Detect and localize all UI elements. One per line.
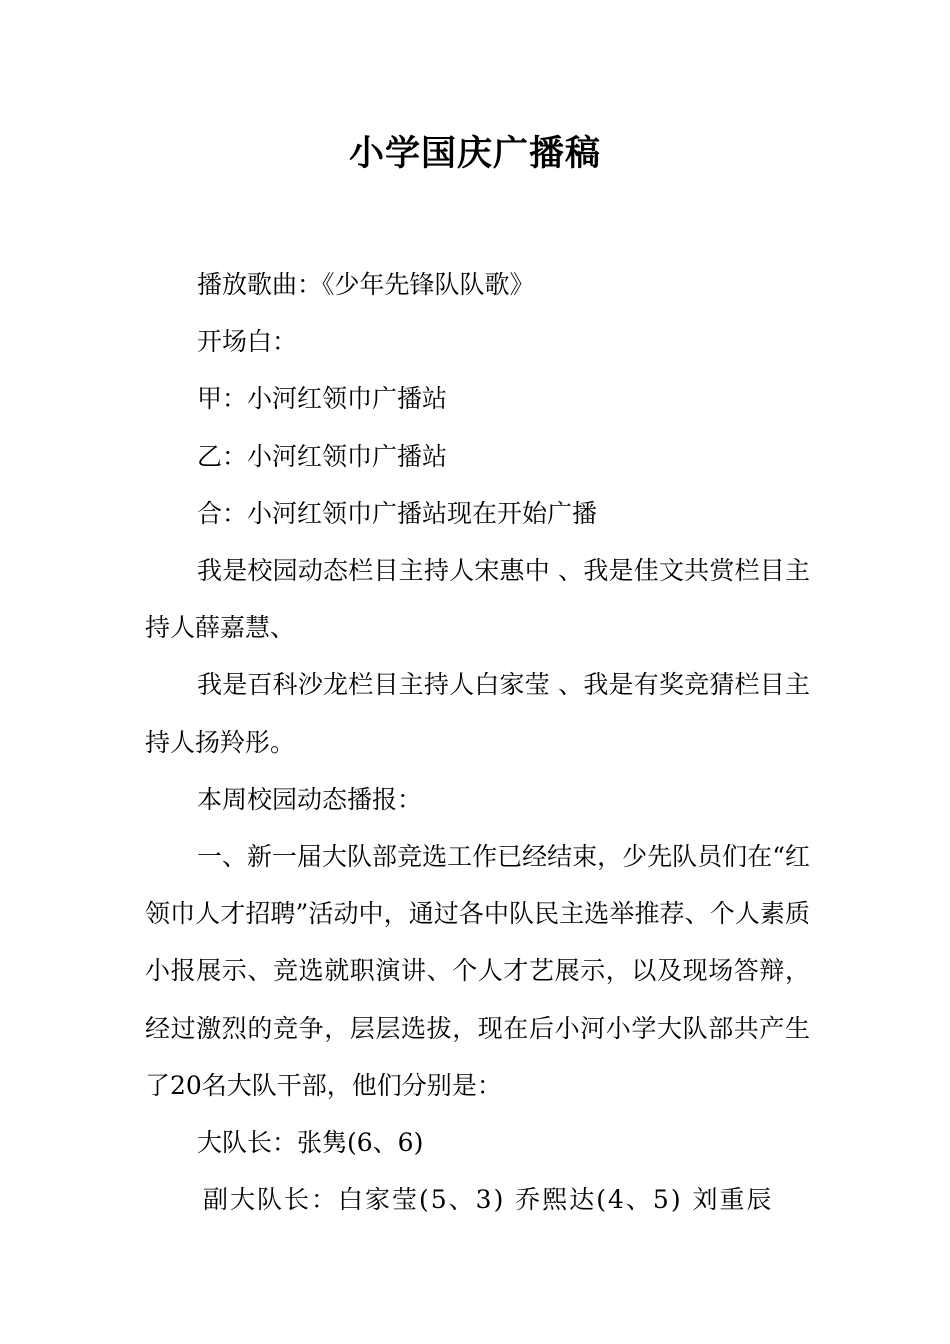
paragraph-song: 播放歌曲：《少年先锋队队歌》 <box>197 270 535 299</box>
paragraph-together: 合：小河红领巾广播站现在开始广播 <box>197 498 598 528</box>
paragraph-campus-news-heading: 本周校园动态播报： <box>197 784 423 814</box>
paragraph-opening: 开场白： <box>197 327 298 357</box>
paragraph-captain: 大队长：张隽(6、6) <box>197 1128 424 1158</box>
paragraph-hosts-2: 我是百科沙龙栏目主持人白家莹 、我是有奖竞猜栏目主持人扬羚彤。 <box>145 670 810 757</box>
paragraph-election-news: 一、新一届大队部竞选工作已经结束，少先队员们在“红领巾人才招聘”活动中，通过各中队民主选举推荐、个人素质小报展示、竞选就职演讲、个人才艺展示，以及现场答辩，经过激烈的竞争，层层选拔，现在后小河小学大队部共产生了20名大队干部，他们分别是： <box>145 842 810 1100</box>
paragraph-hosts-1: 我是校园动态栏目主持人宋惠中 、我是佳文共赏栏目主持人薛嘉慧、 <box>145 556 810 643</box>
paragraph-speaker-a: 甲：小河红领巾广播站 <box>197 384 448 414</box>
paragraph-vice-captains: 副大队长：白家莹(5、3) 乔熙达(4、5) 刘重辰 <box>203 1185 774 1215</box>
paragraph-speaker-b: 乙：小河红领巾广播站 <box>197 441 448 471</box>
document-title: 小学国庆广播稿 <box>348 133 601 174</box>
document-body <box>145 256 810 1228</box>
